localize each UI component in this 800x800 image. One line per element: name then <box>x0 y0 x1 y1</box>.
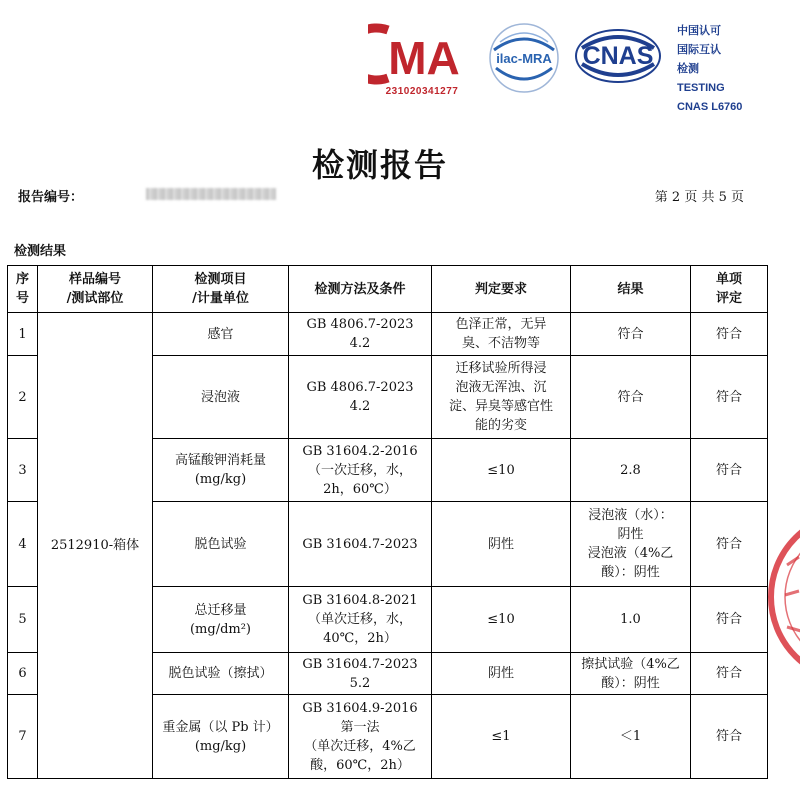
section-title: 检测结果 <box>14 244 67 259</box>
verdict: 符合 <box>691 587 768 653</box>
table-header-row <box>8 266 768 313</box>
verdict: 符合 <box>691 313 768 356</box>
verdict: 符合 <box>691 439 768 502</box>
page-indicator: 第 2 页 共 5 页 <box>654 190 744 205</box>
cnas-line: 检测 <box>677 63 699 75</box>
cma-logo-icon <box>368 22 472 86</box>
requirement: 迁移试验所得浸 泡液无浑浊、沉 淀、异臭等感官性 能的劣变 <box>432 356 571 439</box>
test-item: 脱色试验（擦拭） <box>153 653 289 695</box>
test-item: 感官 <box>153 313 289 356</box>
result: ＜1 <box>571 695 691 779</box>
cnas-line: 国际互认 <box>677 44 721 56</box>
test-item: 重金属（以 Pb 计） (mg/kg) <box>153 695 289 779</box>
test-method: GB 31604.7-2023 <box>289 502 432 587</box>
ilac-mra-logo-icon <box>486 20 562 96</box>
cnas-line: 中国认可 <box>677 25 721 37</box>
header-item: 检测项目 /计量单位 <box>153 266 289 313</box>
result: 符合 <box>571 313 691 356</box>
cnas-logo-text: CNAS <box>582 42 654 70</box>
row-number: 4 <box>8 502 38 587</box>
cnas-accreditation-text <box>677 22 742 117</box>
requirement: 色泽正常，无异 臭、不洁物等 <box>432 313 571 356</box>
results-body <box>8 313 768 779</box>
report-meta <box>18 184 748 206</box>
verdict: 符合 <box>691 653 768 695</box>
test-method: GB 4806.7-2023 4.2 <box>289 313 432 356</box>
test-method: GB 31604.9-2016 第一法 （单次迁移，4%乙 酸，60℃，2h） <box>289 695 432 779</box>
cma-code: 231020341277 <box>385 86 459 97</box>
test-method: GB 31604.8-2021 （单次迁移，水， 40℃，2h） <box>289 587 432 653</box>
certification-logos <box>0 0 800 120</box>
test-item: 浸泡液 <box>153 356 289 439</box>
test-item: 脱色试验 <box>153 502 289 587</box>
verdict: 符合 <box>691 356 768 439</box>
row-number: 1 <box>8 313 38 356</box>
cnas-line: TESTING <box>677 82 725 94</box>
requirement: 阴性 <box>432 653 571 695</box>
red-seal-stamp-icon <box>765 505 800 690</box>
test-method: GB 31604.7-2023 5.2 <box>289 653 432 695</box>
header-verdict: 单项 评定 <box>691 266 768 313</box>
requirement: ≤1 <box>432 695 571 779</box>
report-number-redacted <box>146 188 276 200</box>
header-requirement: 判定要求 <box>432 266 571 313</box>
ilac-mra-text: ilac-MRA <box>496 51 552 66</box>
header-result: 结果 <box>571 266 691 313</box>
row-number: 3 <box>8 439 38 502</box>
result: 1.0 <box>571 587 691 653</box>
verdict: 符合 <box>691 695 768 779</box>
row-number: 7 <box>8 695 38 779</box>
requirement: 阴性 <box>432 502 571 587</box>
row-number: 6 <box>8 653 38 695</box>
header-no: 序 号 <box>8 266 38 313</box>
cnas-logo-icon <box>572 24 664 88</box>
report-number-label: 报告编号： <box>18 190 84 205</box>
result: 浸泡液（水）： 阴性 浸泡液（4%乙 酸）：阴性 <box>571 502 691 587</box>
header-sample: 样品编号 /测试部位 <box>38 266 153 313</box>
test-method: GB 4806.7-2023 4.2 <box>289 356 432 439</box>
requirement: ≤10 <box>432 439 571 502</box>
row-number: 2 <box>8 356 38 439</box>
cnas-line: CNAS L6760 <box>677 101 743 113</box>
result: 符合 <box>571 356 691 439</box>
row-number: 5 <box>8 587 38 653</box>
result: 擦拭试验（4%乙 酸）：阴性 <box>571 653 691 695</box>
test-item: 高锰酸钾消耗量 (mg/kg) <box>153 439 289 502</box>
cma-logo-text: MA <box>388 32 460 84</box>
table-row <box>8 313 768 356</box>
test-item: 总迁移量 (mg/dm²) <box>153 587 289 653</box>
report-title: 检测报告 <box>311 146 448 184</box>
sample-id: 2512910-箱体 <box>38 313 153 779</box>
header-method: 检测方法及条件 <box>289 266 432 313</box>
test-method: GB 31604.2-2016 （一次迁移，水， 2h，60℃） <box>289 439 432 502</box>
results-table <box>7 265 768 779</box>
result: 2.8 <box>571 439 691 502</box>
requirement: ≤10 <box>432 587 571 653</box>
verdict: 符合 <box>691 502 768 587</box>
